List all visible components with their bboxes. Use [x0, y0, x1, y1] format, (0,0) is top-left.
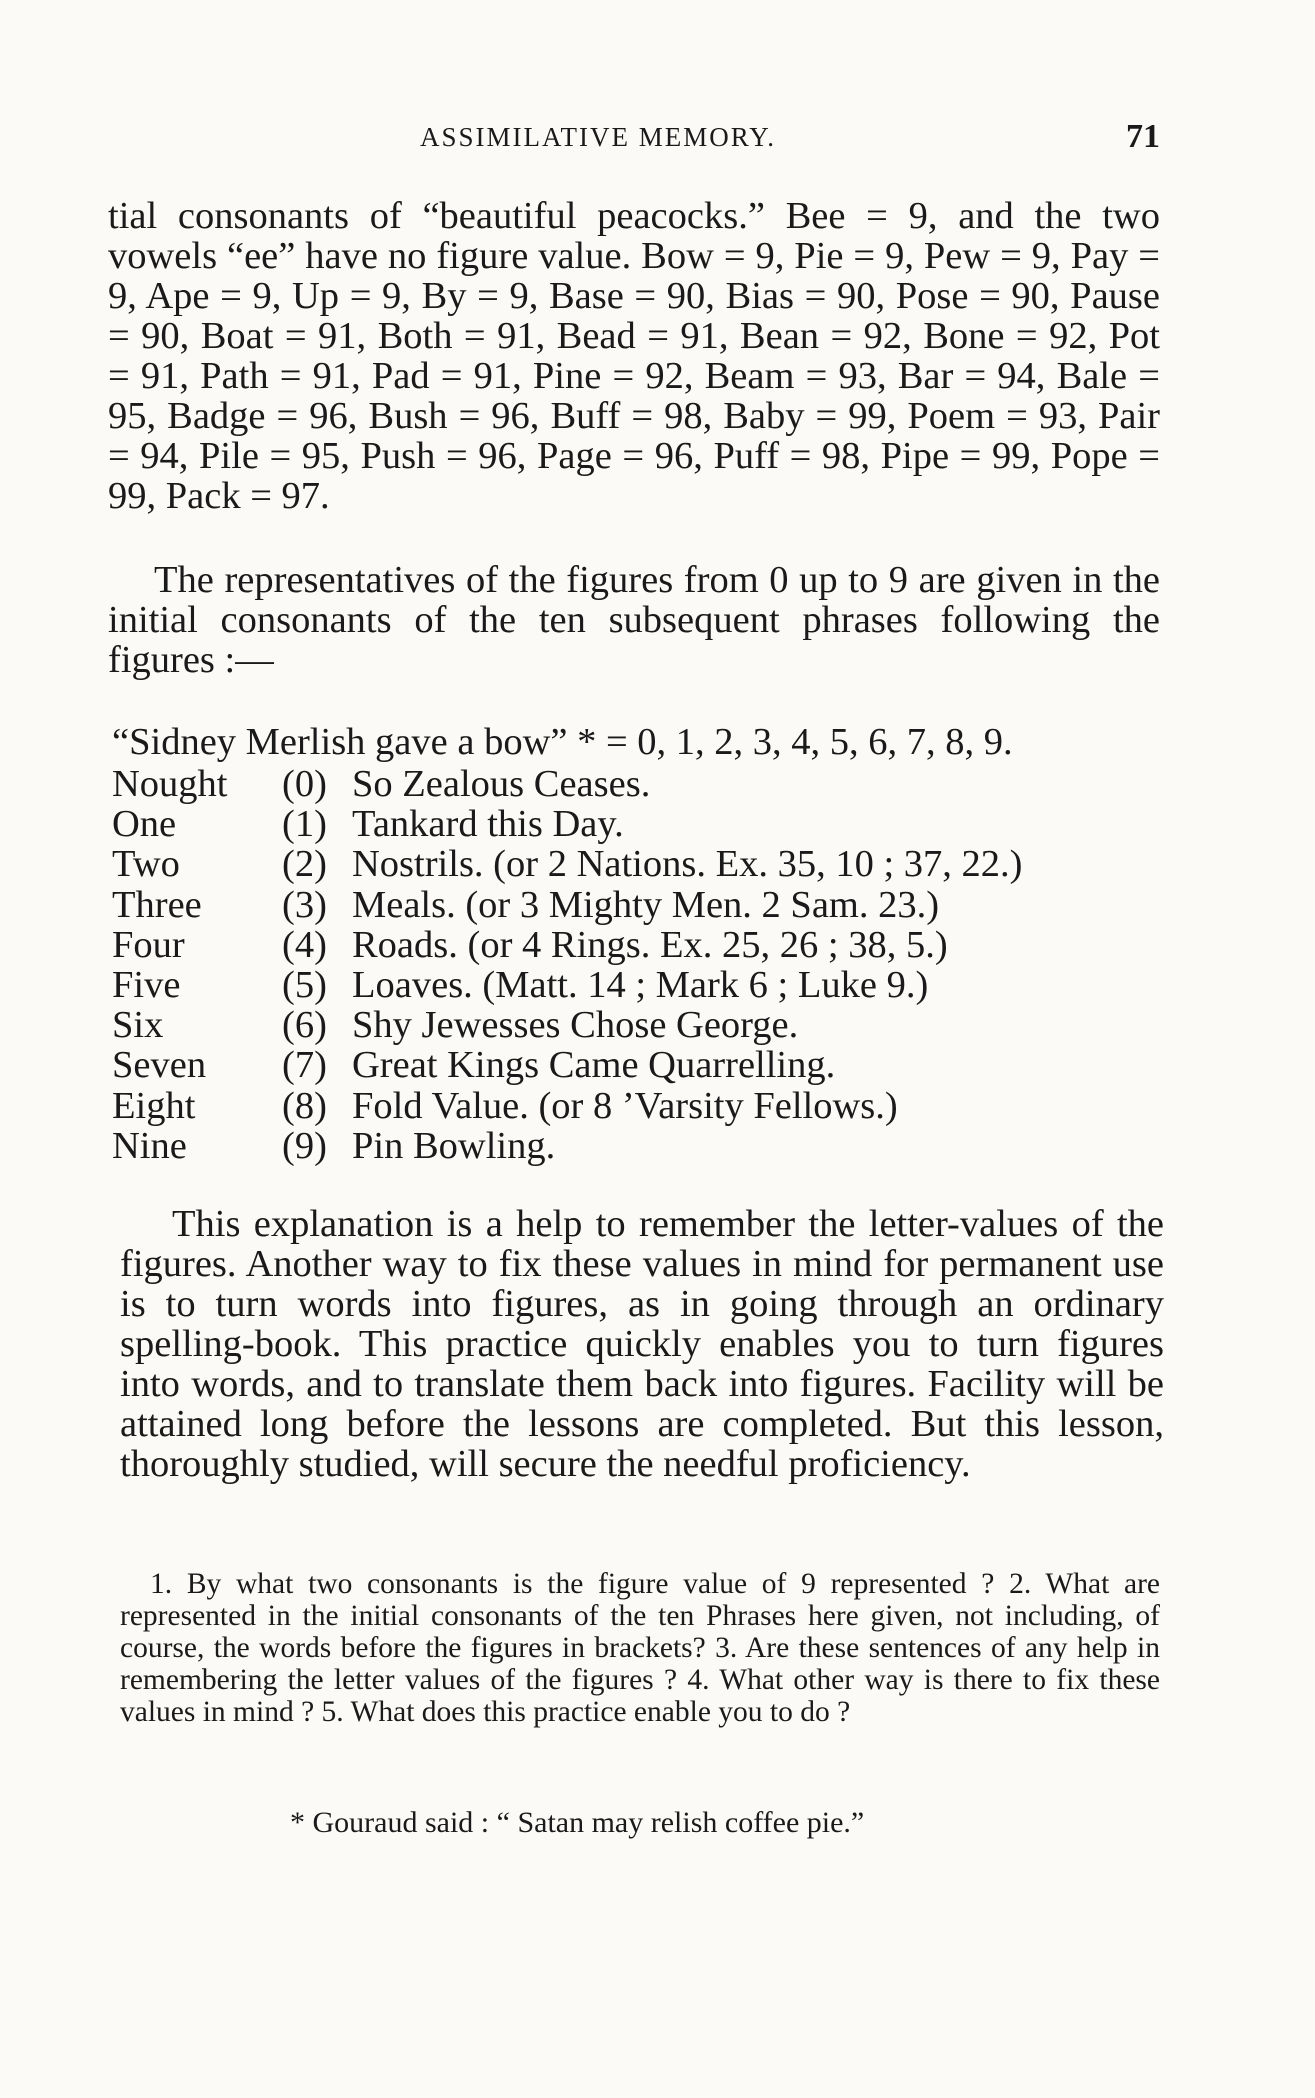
digit-phrase: Meals. (or 3 Mighty Men. 2 Sam. 23.) [352, 883, 940, 926]
digit-word: Six [112, 1004, 164, 1047]
digit-figure: (1) [282, 803, 327, 846]
paragraph-letter-examples: tial consonants of “beautiful peacocks.” Bee = 9, and the two vowels “ee” have no figure value. Bow = 9, Pie = 9, Pew = 9, Pay = 9, Ape = 9, Up = 9, By = 9, Base = 90, Bias = 90, Pose = 90, Pause = 90, Boat = 91, Both = 91, Bead = 91, Bean = 92, Bone = 92, Pot = 91, Path = 91, Pad = 91, Pine = 92, Beam = 93, Bar = 94, Bale = 95, Badge = 96, Bush = 96, Buff = 98, Baby = 99, Poem = 93, Pair = 94, Pile = 95, Push = 96, Page = 96, Puff = 98, Pipe = 99, Pope = 99, Pack = 97. [108, 195, 1160, 517]
digit-phrase: Pin Bowling. [352, 1124, 556, 1167]
mnemonic-formula: “Sidney Merlish gave a bow” * = 0, 1, 2, 3, 4, 5, 6, 7, 8, 9. [112, 721, 1013, 763]
digit-row [112, 764, 1172, 804]
digit-row [112, 965, 1172, 1005]
digit-figure: (4) [282, 923, 327, 966]
digit-word: Three [112, 883, 202, 926]
digit-row [112, 1126, 1172, 1166]
footnote: * Gouraud said : “ Satan may relish coffee pie.” [290, 1806, 865, 1839]
digit-row [112, 1086, 1172, 1126]
digit-phrase: Roads. (or 4 Rings. Ex. 25, 26 ; 38, 5.) [352, 923, 948, 966]
digit-figure: (6) [282, 1004, 327, 1047]
digit-row [112, 1005, 1172, 1045]
paragraph-explanation: This explanation is a help to remember the letter-values of the figures. Another way to fix these values in mind for permanent use is to turn words into figures, as in going through an ordinary spelling-book. This practice quickly enables you to turn figures into words, and to translate them back into figures. Facility will be attained long before the lessons are completed. But this lesson, thoroughly studied, will secure the needful proficiency. [120, 1203, 1164, 1485]
digit-word: Four [112, 923, 185, 966]
digit-word: One [112, 803, 177, 846]
digit-phrase: Shy Jewesses Chose George. [352, 1004, 799, 1047]
digit-row [112, 885, 1172, 925]
digit-word: Five [112, 963, 181, 1006]
digit-figure: (3) [282, 883, 327, 926]
digit-word: Nine [112, 1124, 187, 1167]
digit-phrase: Great Kings Came Quarrelling. [352, 1044, 836, 1087]
chapter-title: ASSIMILATIVE MEMORY. [420, 122, 777, 152]
digit-phrase: Loaves. (Matt. 14 ; Mark 6 ; Luke 9.) [352, 963, 929, 1006]
digit-figure: (5) [282, 963, 327, 1006]
digit-figure: (7) [282, 1044, 327, 1087]
digit-row [112, 844, 1172, 884]
digit-figure: (8) [282, 1084, 327, 1127]
digit-word: Nought [112, 763, 228, 805]
digit-phrase: Tankard this Day. [352, 803, 624, 846]
paragraph-representatives: The representatives of the figures from 0 up to 9 are given in the initial consonants of the ten subsequent phrases following the figures :— [108, 559, 1160, 681]
digit-phrase: Nostrils. (or 2 Nations. Ex. 35, 10 ; 37, 22.) [352, 843, 1023, 886]
digit-row [112, 1045, 1172, 1085]
digit-word: Two [112, 843, 180, 886]
digit-row [112, 925, 1172, 965]
digit-figure: (2) [282, 843, 327, 886]
digit-row [112, 804, 1172, 844]
digit-word: Eight [112, 1084, 196, 1127]
digit-figure: (9) [282, 1124, 327, 1167]
digit-word: Seven [112, 1044, 207, 1087]
digit-phrase: Fold Value. (or 8 ’Varsity Fellows.) [352, 1084, 898, 1127]
digit-phrase-list [112, 764, 1172, 1166]
page-number: 71 [1126, 118, 1160, 155]
review-questions: 1. By what two consonants is the figure value of 9 represented ? 2. What are represented in the initial consonants of the ten Phrases here given, not including, of course, the words before the figures in brackets? 3. Are these sentences of any help in remembering the letter values of the figures ? 4. What other way is there to fix these values in mind ? 5. What does this practice enable you to do ? [120, 1568, 1160, 1728]
digit-figure: (0) [282, 763, 327, 805]
digit-phrase: So Zealous Ceases. [352, 763, 651, 805]
